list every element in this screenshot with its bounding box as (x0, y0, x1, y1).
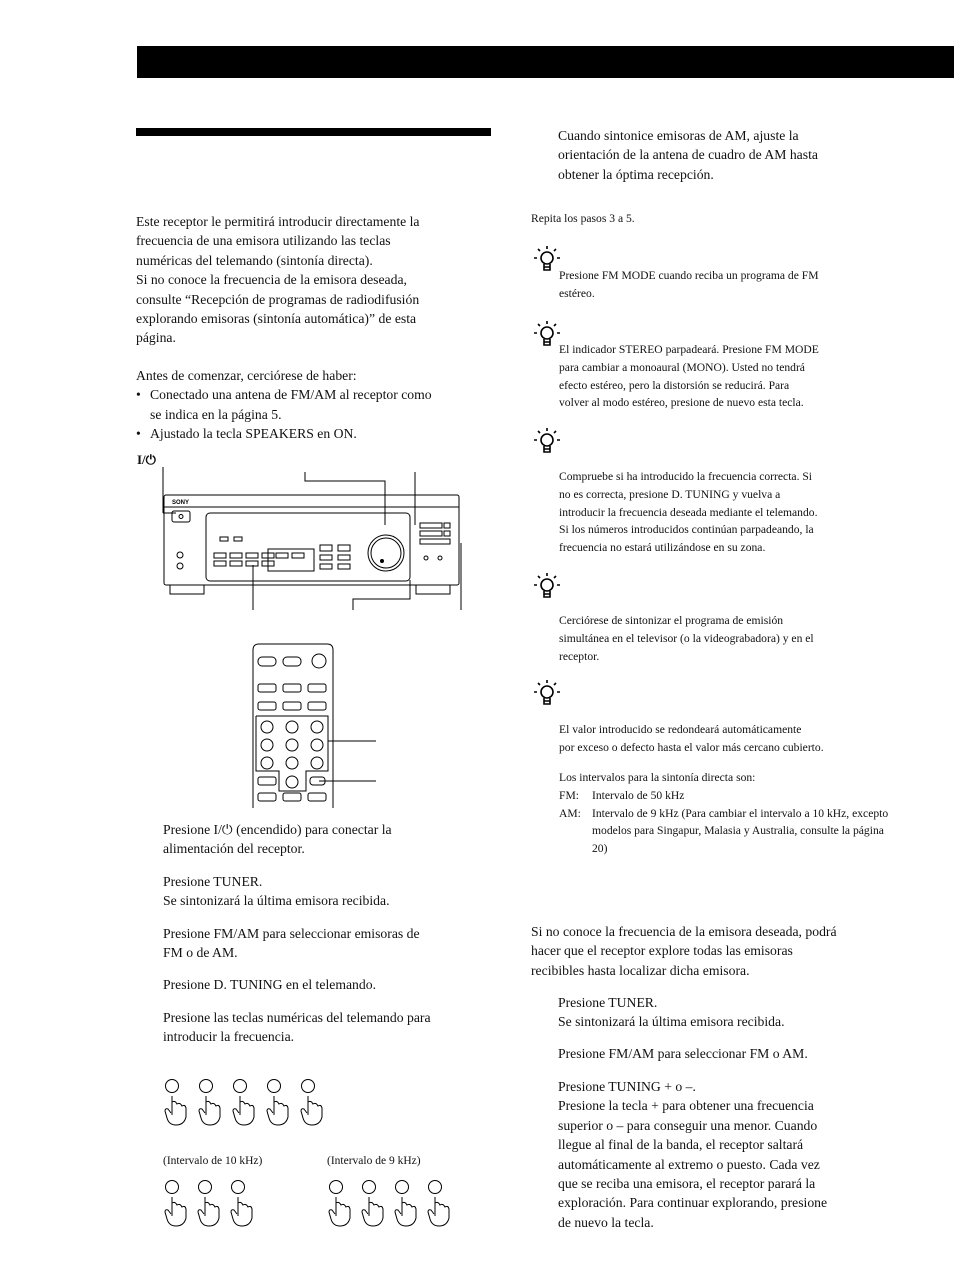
step-line: Presione TUNER. (558, 995, 658, 1010)
step-line: Se sintonizará la última emisora recibida. (558, 1014, 785, 1030)
auto-step-1 (558, 993, 898, 1032)
lightbulb-icon (532, 680, 562, 708)
tuning-intervals (559, 769, 889, 858)
interval-10-label: (Intervalo de 10 kHz) (163, 1155, 263, 1167)
intro-line: página. (136, 330, 176, 346)
keypad-press-illustration (160, 1075, 330, 1130)
keypad-press-10khz (160, 1176, 260, 1231)
tip-line: introducir la frecuencia deseada mediante el telemando. (559, 505, 818, 519)
interval-value: Intervalo de 50 kHz (592, 788, 685, 802)
tip-5 (559, 721, 919, 757)
step-1 (163, 820, 493, 859)
tip-line: receptor. (559, 649, 600, 663)
step-line: Presione I/⏻ (encendido) para conectar la (163, 822, 392, 837)
step-4 (163, 975, 493, 994)
tip-line: por exceso o defecto hasta el valor más cercano cubierto. (559, 740, 824, 754)
prerequisite-item (136, 385, 496, 424)
intro-line: Si no conoce la frecuencia de la emisora deseada, podrá (531, 924, 837, 939)
tip-line: simultánea en el televisor (o la videograbadora) y en el (559, 631, 814, 645)
step-line: FM o de AM. (163, 945, 238, 961)
step-line: Presione TUNING + o –. (558, 1079, 696, 1094)
interval-key: FM: (559, 788, 579, 802)
intro-line: Si no conoce la frecuencia de la emisora deseada, (136, 272, 407, 288)
lightbulb-icon (532, 573, 562, 601)
intervals-heading: Los intervalos para la sintonía directa son: (559, 771, 756, 784)
tip-line: Compruebe si ha introducido la frecuencia correcta. Si (559, 470, 813, 483)
section-rule (136, 128, 491, 136)
step-line: Se sintonizará la última emisora recibida. (163, 893, 390, 909)
intro-line: frecuencia de una emisora utilizando las teclas (136, 233, 391, 249)
step-line: Presione D. TUNING en el telemando. (163, 977, 376, 992)
step-line: que se reciba una emisora, el receptor parará la (558, 1176, 816, 1192)
step-line: Presione FM/AM para seleccionar FM o AM. (558, 1046, 808, 1061)
brand-logo: SONY (172, 500, 190, 506)
lightbulb-icon (532, 246, 562, 274)
interval-fm (559, 787, 889, 805)
step-5 (163, 1008, 503, 1047)
step-line: alimentación del receptor. (163, 841, 305, 857)
step-line: automáticamente al extremo o puesto. Cada vez (558, 1156, 820, 1172)
tip-3 (559, 468, 909, 557)
tip-line: Presione FM MODE cuando reciba un programa de FM (559, 269, 819, 282)
tip-line: Si los números introducidos continúan parpadeando, la (559, 523, 814, 537)
intro-line: hacer que el receptor explore todas las emisoras (531, 943, 793, 959)
page-header-bar (137, 46, 954, 78)
auto-tuning-intro (531, 922, 901, 980)
intro-line: numéricas del telemando (sintonía directa). (136, 252, 373, 268)
am-antenna-note (558, 126, 898, 184)
keypad-press-9khz (324, 1176, 459, 1231)
step-line: llegue al final de la banda, el receptor saltará (558, 1137, 804, 1153)
tip-line: para cambiar a monoaural (MONO). Usted no tendrá (559, 360, 805, 374)
lightbulb-icon (532, 428, 562, 456)
tip-line: efecto estéreo, pero la distorsión se reducirá. Para (559, 378, 790, 392)
step-line: Presione FM/AM para seleccionar emisoras de (163, 926, 420, 941)
prerequisites (136, 366, 496, 444)
note-line: orientación de la antena de cuadro de AM hasta (558, 147, 818, 163)
intro-line: Este receptor le permitirá introducir directamente la (136, 214, 420, 229)
auto-step-2 (558, 1044, 898, 1063)
step-line: superior o – para conseguir una menor. Cuando (558, 1117, 818, 1133)
repeat-steps-note: Repita los pasos 3 a 5. (531, 212, 635, 225)
intro-line: consulte “Recepción de programas de radiodifusión (136, 291, 420, 307)
prerequisite-item (136, 424, 496, 443)
prerequisite-line: • Ajustado la tecla SPEAKERS en ON. (150, 426, 357, 442)
intro-paragraph (136, 212, 496, 348)
step-line: Presione la tecla + para obtener una frecuencia (558, 1098, 814, 1114)
prerequisite-line: se indica en la página 5. (150, 406, 282, 422)
tip-line: frecuencia no estará utilizándose en su zona. (559, 541, 766, 555)
interval-value: Intervalo de 9 kHz (Para cambiar el intervalo a 10 kHz, excepto modelos para Singapur, Malasia y Australia, consulte la página 20) (592, 806, 889, 856)
step-line: Presione TUNER. (163, 874, 263, 889)
tip-line: El indicador STEREO parpadeará. Presione FM MODE (559, 343, 819, 356)
step-3 (163, 924, 493, 963)
intro-line: recibibles hasta localizar dicha emisora. (531, 962, 750, 978)
auto-step-3 (558, 1077, 898, 1232)
step-line: exploración. Para continuar explorando, presione (558, 1195, 828, 1211)
prerequisites-heading: Antes de comenzar, cerciórese de haber: (136, 368, 357, 383)
tip-line: El valor introducido se redondeará automáticamente (559, 723, 802, 736)
remote-illustration (250, 640, 385, 810)
note-line: Cuando sintonice emisoras de AM, ajuste la (558, 128, 799, 143)
step-line: Presione las teclas numéricas del telemando para (163, 1010, 431, 1025)
tip-2 (559, 341, 899, 412)
note-line: obtener la óptima recepción. (558, 166, 714, 182)
interval-9-label: (Intervalo de 9 kHz) (327, 1155, 421, 1167)
tip-line: no es correcta, presione D. TUNING y vuelva a (559, 487, 781, 501)
tip-line: volver al modo estéreo, presione de nuevo esta tecla. (559, 396, 804, 410)
tip-line: Cerciórese de sintonizar el programa de emisión (559, 614, 784, 627)
prerequisite-line: • Conectado una antena de FM/AM al receptor como (150, 387, 432, 403)
lightbulb-icon (532, 321, 562, 349)
receiver-illustration (150, 465, 480, 610)
interval-am (559, 805, 889, 858)
intro-line: explorando emisoras (sintonía automática)” de esta (136, 311, 417, 327)
tip-4 (559, 612, 899, 665)
interval-key: AM: (559, 806, 581, 820)
step-line: de nuevo la tecla. (558, 1214, 654, 1230)
step-line: introducir la frecuencia. (163, 1029, 295, 1045)
power-button-label: I/⏻ (137, 452, 156, 467)
step-2 (163, 872, 493, 911)
tip-1 (559, 267, 899, 303)
tip-line: estéreo. (559, 286, 595, 300)
